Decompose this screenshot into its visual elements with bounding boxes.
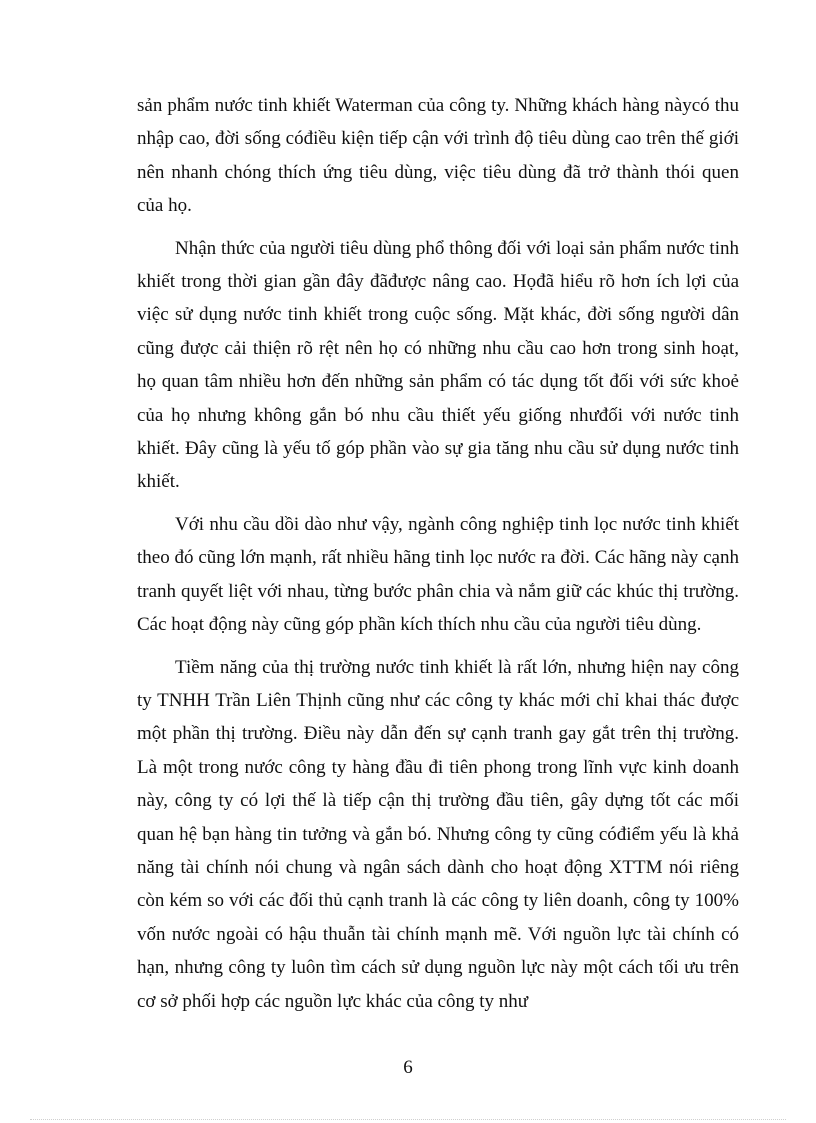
- paragraph-industry-growth: Với nhu cầu dồi dào như vậy, ngành công nghiệp tinh lọc nước tinh khiết theo đó cũng lớn mạnh, rất nhiều hãng tinh lọc nước ra đời. Các hãng này cạnh tranh quyết liệt với nhau, từng bước phân chia và nắm giữ các khúc thị trường. Các hoạt động này cũng góp phần kích thích nhu cầu của người tiêu dùng.: [137, 513, 739, 636]
- page-number: 6: [403, 1057, 413, 1078]
- paragraph-consumer-awareness: Nhận thức của người tiêu dùng phổ thông đối với loại sản phẩm nước tinh khiết trong thời gian gần đây đãđược nâng cao. Họđã hiểu rõ hơn ích lợi của việc sử dụng nước tinh khiết trong cuộc sống. Mặt khác, đời sống người dân cũng được cải thiện rõ rệt nên họ có những nhu cầu cao hơn trong sinh hoạt, họ quan tâm nhiều hơn đến những sản phẩm có tác dụng tốt đối với sức khoẻ của họ nhưng không gắn bó nhu cầu thiết yếu giống nhưđối với nước tinh khiết. Đây cũng là yếu tố góp phần vào sự gia tăng nhu cầu sử dụng nước tinh khiết.: [137, 237, 739, 493]
- paragraph-market-potential: Tiềm năng của thị trường nước tinh khiết là rất lớn, nhưng hiện nay công ty TNHH Trần Liên Thịnh cũng như các công ty khác mới chỉ khai thác được một phần thị trường. Điều này dẫn đến sự cạnh tranh gay gắt trên thị trường. Là một trong nước công ty hàng đầu đi tiên phong trong lĩnh vực kinh doanh này, công ty có lợi thế là tiếp cận thị trường đầu tiên, gây dựng tốt các mối quan hệ bạn hàng tin tưởng và gắn bó. Nhưng công ty cũng cóđiểm yếu là khả năng tài chính nói chung và ngân sách dành cho hoạt động XTTM nói riêng còn kém so với các đối thủ cạnh tranh là các công ty liên doanh, công ty 100% vốn nước ngoài có hậu thuẫn tài chính mạnh mẽ. Với nguồn lực tài chính có hạn, nhưng công ty luôn tìm cách sử dụng nguồn lực này một cách tối ưu trên cơ sở phối hợp các nguồn lực khác của công ty như: [137, 656, 739, 1012]
- body-text: [137, 89, 739, 1018]
- paragraph-continuation: sản phẩm nước tinh khiết Waterman của công ty. Những khách hàng nàycó thu nhập cao, đời sống cóđiều kiện tiếp cận với trình độ tiêu dùng cao trên thế giới nên nhanh chóng thích ứng tiêu dùng, việc tiêu dùng đã trở thành thói quen của họ.: [137, 95, 739, 217]
- page-bottom-divider: [30, 1119, 786, 1120]
